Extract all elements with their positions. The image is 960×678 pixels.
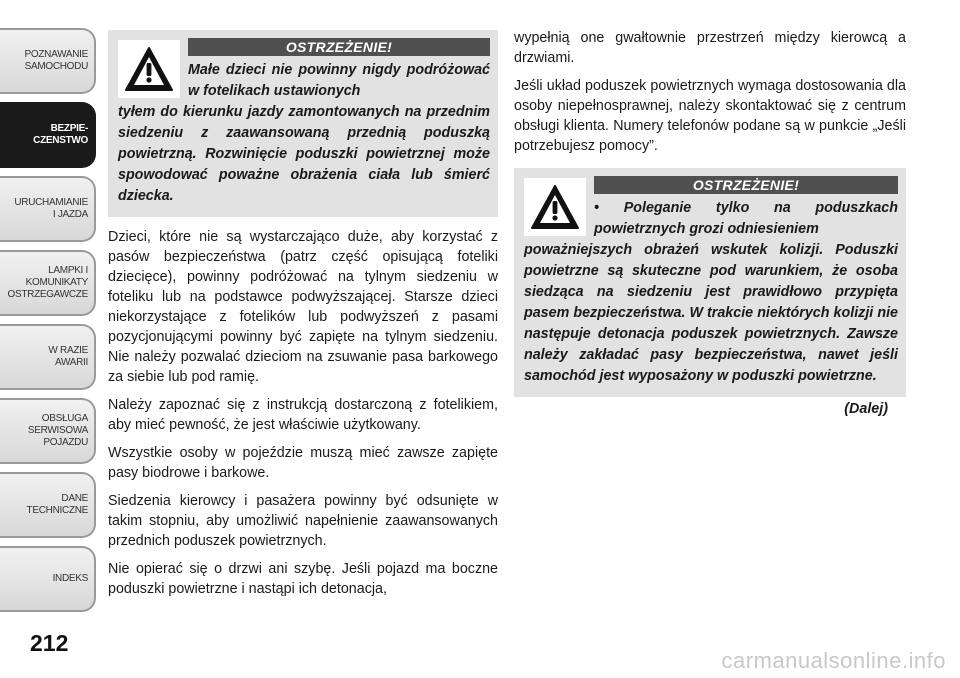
tab-indeks[interactable]	[0, 546, 96, 612]
warning-box	[514, 168, 906, 397]
warning-text-first: • Poleganie tylko na poduszkach powietrznych grozi odniesieniem	[594, 200, 898, 237]
tab-label: OBSŁUGA SERWISOWA POJAZDU	[27, 413, 88, 448]
paragraph: Nie opierać się o drzwi ani szybę. Jeśli pojazd ma boczne poduszki powietrzne i nastąpi ich detonacja,	[108, 561, 498, 597]
paragraph: Należy zapoznać się z instrukcją dostarczoną z fotelikiem, aby mieć pewność, że jest właściwie użytkowany.	[108, 397, 498, 433]
paragraph: Siedzenia kierowcy i pasażera powinny być odsunięte w takim stopniu, aby umożliwić napełnienie zaawansowanych przednich poduszek powietrznych.	[108, 493, 498, 549]
warning-title: OSTRZEŻENIE!	[188, 38, 490, 56]
tab-label: BEZPIE- CZENSTWO	[33, 123, 88, 146]
paragraph: Jeśli układ poduszek powietrznych wymaga dostosowania dla osoby niepełnosprawnej, należy skontaktować się z centrum obsługi klienta. Numery telefonów podane są w punkcie „Jeśli potrzebujesz pomocy”.	[514, 78, 906, 154]
warning-title: OSTRZEŻENIE!	[594, 176, 898, 194]
watermark: carmanualsonline.info	[721, 648, 946, 673]
tab-poznawanie-samochodu[interactable]	[0, 28, 96, 94]
tab-w-razie-awarii[interactable]	[0, 324, 96, 390]
right-column	[514, 28, 906, 419]
paragraph: Dzieci, które nie są wystarczająco duże, aby korzystać z pasów bezpieczeństwa (patrz część opisującą foteliki dziecięce), powinny podróżować na tylnym siedzeniu w foteliku lub na podstawce podwyższającej. Starsze dzieci niekorzystające z fotelików lub podwyższeń z pasami pozycjonującymi powinny być zapięte na tylnym siedzeniu. Nie należy pozwalać dzieciom na zsuwanie pasa barkowego za siebie lub pod ramię.	[108, 229, 498, 385]
warning-box	[108, 30, 498, 217]
left-column	[108, 30, 498, 607]
tab-uruchamianie-i-jazda[interactable]	[0, 176, 96, 242]
tab-label: POZNAWANIE SAMOCHODU	[24, 49, 88, 72]
warning-text-first: Małe dzieci nie powinny nigdy podróżować w fotelikach ustawionych	[188, 62, 490, 99]
warning-triangle-icon	[118, 40, 180, 98]
warning-text: poważniejszych obrażeń wskutek kolizji. Poduszki powietrzne są skuteczne pod warunkiem, że osoba siedząca na siedzeniu jest prawidłowo przypięta pasem bezpieczeństwa. W trakcie niektórych kolizji nie następuje detonacja poduszek powietrznych. Zawsze należy zakładać pasy bezpieczeństwa, nawet jeśli samochód jest wyposażony w poduszki powietrzne.	[524, 242, 898, 384]
tab-lampki-i-komunikaty[interactable]	[0, 250, 96, 316]
tab-dane-techniczne[interactable]	[0, 472, 96, 538]
tab-label: URUCHAMIANIE I JAZDA	[14, 197, 88, 220]
warning-triangle-icon	[524, 178, 586, 236]
warning-text: tyłem do kierunku jazdy zamontowanych na przednim siedzeniu z zaawansowaną przednią poduszką powietrzną. Rozwinięcie poduszki powietrznej może spowodować poważne obrażenia ciała lub śmierć dziecka.	[118, 104, 490, 204]
page-number: 212	[30, 630, 69, 656]
tab-label: W RAZIE AWARII	[48, 345, 88, 368]
paragraph: Wszystkie osoby w pojeździe muszą mieć zawsze zapięte pasy biodrowe i barkowe.	[108, 445, 498, 481]
tab-label: DANE TECHNICZNE	[26, 493, 88, 516]
tab-label: LAMPKI I KOMUNIKATY OSTRZEGAWCZE	[7, 265, 88, 300]
tab-bezpieczenstwo[interactable]	[0, 102, 96, 168]
tab-label: INDEKS	[52, 573, 88, 584]
paragraph: wypełnią one gwałtownie przestrzeń między kierowcą a drzwiami.	[514, 30, 906, 66]
continued-label: (Dalej)	[844, 401, 888, 417]
tab-obsluga-serwisowa[interactable]	[0, 398, 96, 464]
